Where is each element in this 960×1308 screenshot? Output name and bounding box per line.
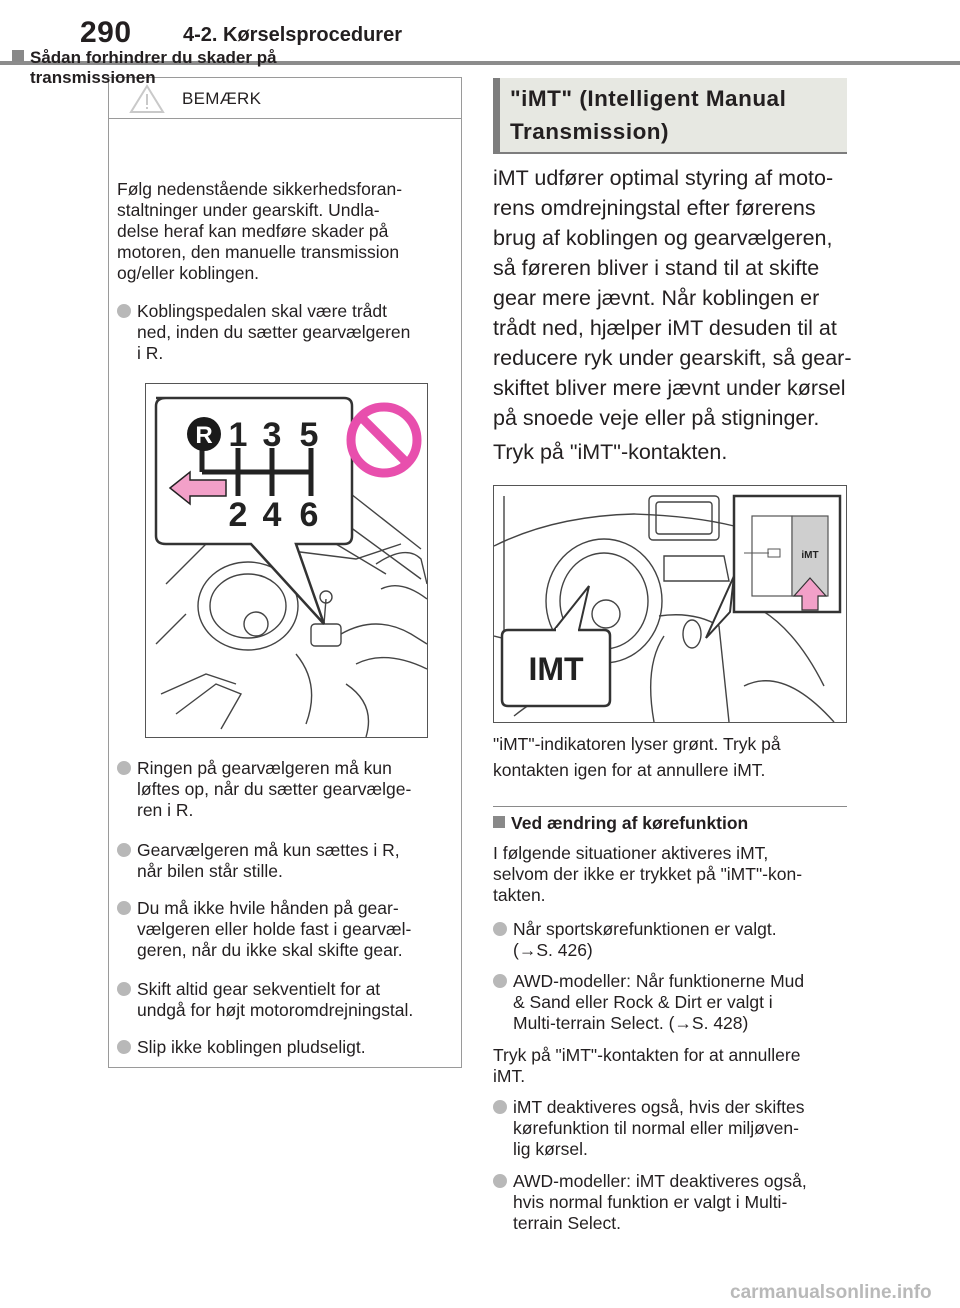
bullet-dot-icon xyxy=(117,982,131,996)
drive-mode-bullet: Når sportskørefunktionen er valgt. (→S. 426) xyxy=(493,919,848,961)
square-bullet-icon xyxy=(12,50,24,62)
square-bullet-icon xyxy=(493,816,505,828)
gear-shift-illustration xyxy=(145,383,428,738)
drive-mode-intro: I følgende situationer aktiveres iMT, selvom der ikke er trykket på "iMT"-kon- takten. xyxy=(493,843,803,905)
bullet-dot-icon xyxy=(493,922,507,936)
imt-switch-illustration xyxy=(493,485,847,723)
chapter-title: 4-2. Kørselsprocedurer xyxy=(183,24,402,46)
caution-bullet: Slip ikke koblingen pludseligt. xyxy=(117,1037,467,1058)
bullet-dot-icon xyxy=(117,901,131,915)
figure-caption: "iMT"-indikatoren lyser grønt. Tryk på kontakten igen for at annullere iMT. xyxy=(493,734,781,780)
caution-bullet: Gearvælgeren må kun sættes i R, når bilen står stille. xyxy=(117,840,467,882)
caution-label: BEMÆRK xyxy=(182,89,262,108)
caution-bullet: Koblingspedalen skal være trådt ned, inden du sætter gearvælgeren i R. xyxy=(117,301,467,364)
warning-icon xyxy=(129,84,165,114)
heading-accent-bar xyxy=(493,78,500,152)
bullet-dot-icon xyxy=(493,1174,507,1188)
gear-1-label: 1 xyxy=(228,416,248,454)
bullet-dot-icon xyxy=(117,1040,131,1054)
imt-indicator-label: IMT xyxy=(528,651,584,687)
watermark: carmanualsonline.info xyxy=(730,1282,932,1303)
section-heading xyxy=(493,78,847,152)
caution-intro: Følg nedenstående sikkerhedsforan- staltninger under gearskift. Undla- delse heraf kan medføre skader på motoren, den manuelle transmission og/eller koblingen. xyxy=(117,179,403,283)
gear-6-label: 6 xyxy=(299,496,319,534)
bullet-dot-icon xyxy=(117,304,131,318)
bullet-dot-icon xyxy=(493,1100,507,1114)
gear-3-label: 3 xyxy=(262,416,282,454)
caution-subheading: Sådan forhindrer du skader på transmissionen xyxy=(12,48,342,88)
caution-bullet: Du må ikke hvile hånden på gear- vælgeren eller holde fast i gearvæl- geren, når du ikke skal skifte gear. xyxy=(117,898,467,961)
prohibited-icon xyxy=(351,407,417,473)
drive-mode-bullet: AWD-modeller: iMT deaktiveres også, hvis normal funktion er valgt i Multi- terrain Select. xyxy=(493,1171,848,1234)
reverse-gear-label: R xyxy=(195,422,213,449)
instruction-step: Tryk på "iMT"-kontakten. xyxy=(493,440,728,464)
gear-5-label: 5 xyxy=(299,416,319,454)
drive-mode-bullet: iMT deaktiveres også, hvis der skiftes kørefunktion til normal eller miljøven- lig kørsel. xyxy=(493,1097,848,1160)
gear-shift-drawing xyxy=(146,384,427,737)
bullet-dot-icon xyxy=(117,843,131,857)
page-number: 290 xyxy=(80,16,132,49)
drive-mode-bullet: AWD-modeller: Når funktionerne Mud & Sand eller Rock & Dirt er valgt i Multi-terrain Select. (→S. 428) xyxy=(493,971,848,1034)
section-body: iMT udfører optimal styring af moto- rens omdrejningstal efter førerens brug af koblingen og gearvælgeren, så føreren bliver i stand til at skifte gear mere jævnt. Når koblingen er trådt ned, hjælper iMT desuden til at reducere ryk under gearskift, så gear- skiftet bliver mere jævnt under kørsel på snoede veje eller på stigninger. xyxy=(493,166,852,430)
caution-bullet: Skift altid gear sekventielt for at undgå for højt motoromdrejningstal. xyxy=(117,979,467,1021)
imt-switch-label: iMT xyxy=(801,550,819,561)
drive-mode-subheading: Ved ændring af kørefunktion xyxy=(493,813,748,834)
bullet-dot-icon xyxy=(117,761,131,775)
section-title: "iMT" (Intelligent Manual Transmission) xyxy=(510,86,787,144)
bullet-dot-icon xyxy=(493,974,507,988)
caution-bullet: Ringen på gearvælgeren må kun løftes op, når du sætter gearvælge- ren i R. xyxy=(117,758,467,821)
cancel-instruction: Tryk på "iMT"-kontakten for at annullere iMT. xyxy=(493,1045,801,1086)
gear-4-label: 4 xyxy=(262,496,282,534)
gear-2-label: 2 xyxy=(228,496,248,534)
divider xyxy=(493,806,847,807)
heading-rule xyxy=(493,152,847,154)
cockpit-drawing xyxy=(494,486,846,722)
